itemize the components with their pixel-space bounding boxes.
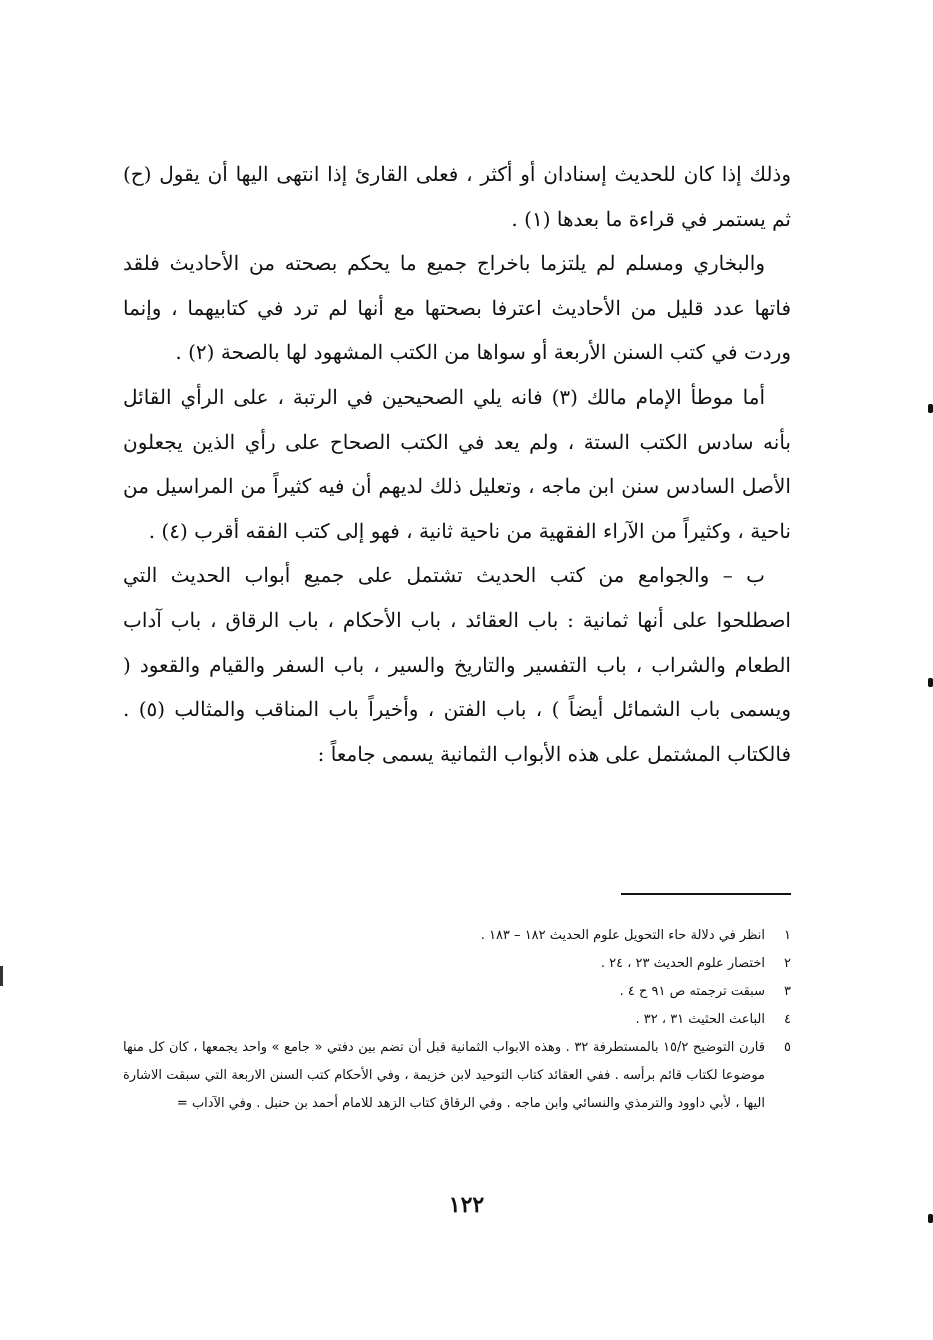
scan-edge-mark: [928, 1214, 933, 1223]
footnote-number: ١: [784, 928, 791, 943]
paragraph-4: ب – والجوامع من كتب الحديث تشتمل على جميع أبواب الحديث التي اصطلحوا على أنها ثمانية : باب العقائد ، باب الأحكام ، باب الرقاق ، باب آداب الطعام والشراب ، باب التفسير والتاريخ والسير ، باب السفر والقيام والقعود ( ويسمى باب الشمائل أيضاً ) ، باب الفتن ، وأخيراً باب المناقب والمثالب (٥) . فالكتاب المشتمل على هذه الأبواب الثمانية يسمى جامعاً :: [123, 563, 791, 766]
footnote-number: ٥: [784, 1040, 791, 1055]
footnote-text: سبقت ترجمته ص ٩١ ح ٤ .: [619, 984, 765, 999]
scan-edge-mark: [0, 966, 3, 986]
footnote-5: [123, 1034, 791, 1118]
paragraph-1: وذلك إذا كان للحديث إسنادان أو أكثر ، فعلى القارئ إذا انتهى اليها أن يقول (ح) ثم يستمر في قراءة ما بعدها (١) .: [123, 162, 791, 231]
footnote-text: قارن التوضيح ١٥/٢ بالمستطرفة ٣٢ . وهذه الابواب الثمانية قبل أن تضم بين دفتي « جامع » واحد يجمعها ، كان كل منها موضوعا لكتاب قائم برأسه . ففي العقائد كتاب التوحيد لابن خزيمة ، وفي الأحكام كتب السنن الاربعة التي سبقت الاشارة اليها ، لأبي داوود والترمذي والنسائي وابن ماجه . وفي الرقاق كتاب الزهد للامام أحمد بن حنبل . وفي الآداب =: [123, 1040, 765, 1111]
footnote-1: [123, 922, 791, 950]
footnote-separator: [621, 893, 791, 895]
footnote-4: [123, 1006, 791, 1034]
page-number: ١٢٢: [448, 1192, 485, 1218]
scan-edge-mark: [928, 678, 933, 687]
footnote-number: ٢: [784, 956, 791, 971]
main-text: [123, 152, 791, 776]
scan-edge-mark: [928, 404, 933, 413]
footnote-number: ٣: [784, 984, 791, 999]
footnote-2: [123, 950, 791, 978]
paragraph-2: والبخاري ومسلم لم يلتزما باخراج جميع ما يحكم بصحته من الأحاديث فلقد فاتها عدد قليل من الأحاديث اعترفا بصحتها مع أنها لم ترد في كتابيهما ، وإنما وردت في كتب السنن الأربعة أو سواها من الكتب المشهود لها بالصحة (٢) .: [123, 251, 791, 365]
footnote-text: الباعث الحثيث ٣١ ، ٣٢ .: [635, 1012, 765, 1027]
footnote-number: ٤: [784, 1012, 791, 1027]
footnote-text: انظر في دلالة حاء التحويل علوم الحديث ١٨٢ – ١٨٣ .: [480, 928, 765, 943]
paragraph-3: أما موطأ الإمام مالك (٣) فانه يلي الصحيحين في الرتبة ، على الرأي القائل بأنه سادس الكتب الستة ، ولم يعد في الكتب الصحاح على رأي الذين يجعلون الأصل السادس سنن ابن ماجه ، وتعليل ذلك لديهم أن فيه كثيراً من المراسيل من ناحية ، وكثيراً من الآراء الفقهية من ناحية ثانية ، فهو إلى كتب الفقه أقرب (٤) .: [123, 384, 791, 543]
footnotes: [123, 922, 791, 1118]
footnote-3: [123, 978, 791, 1006]
footnote-text: اختصار علوم الحديث ٢٣ ، ٢٤ .: [600, 956, 765, 971]
